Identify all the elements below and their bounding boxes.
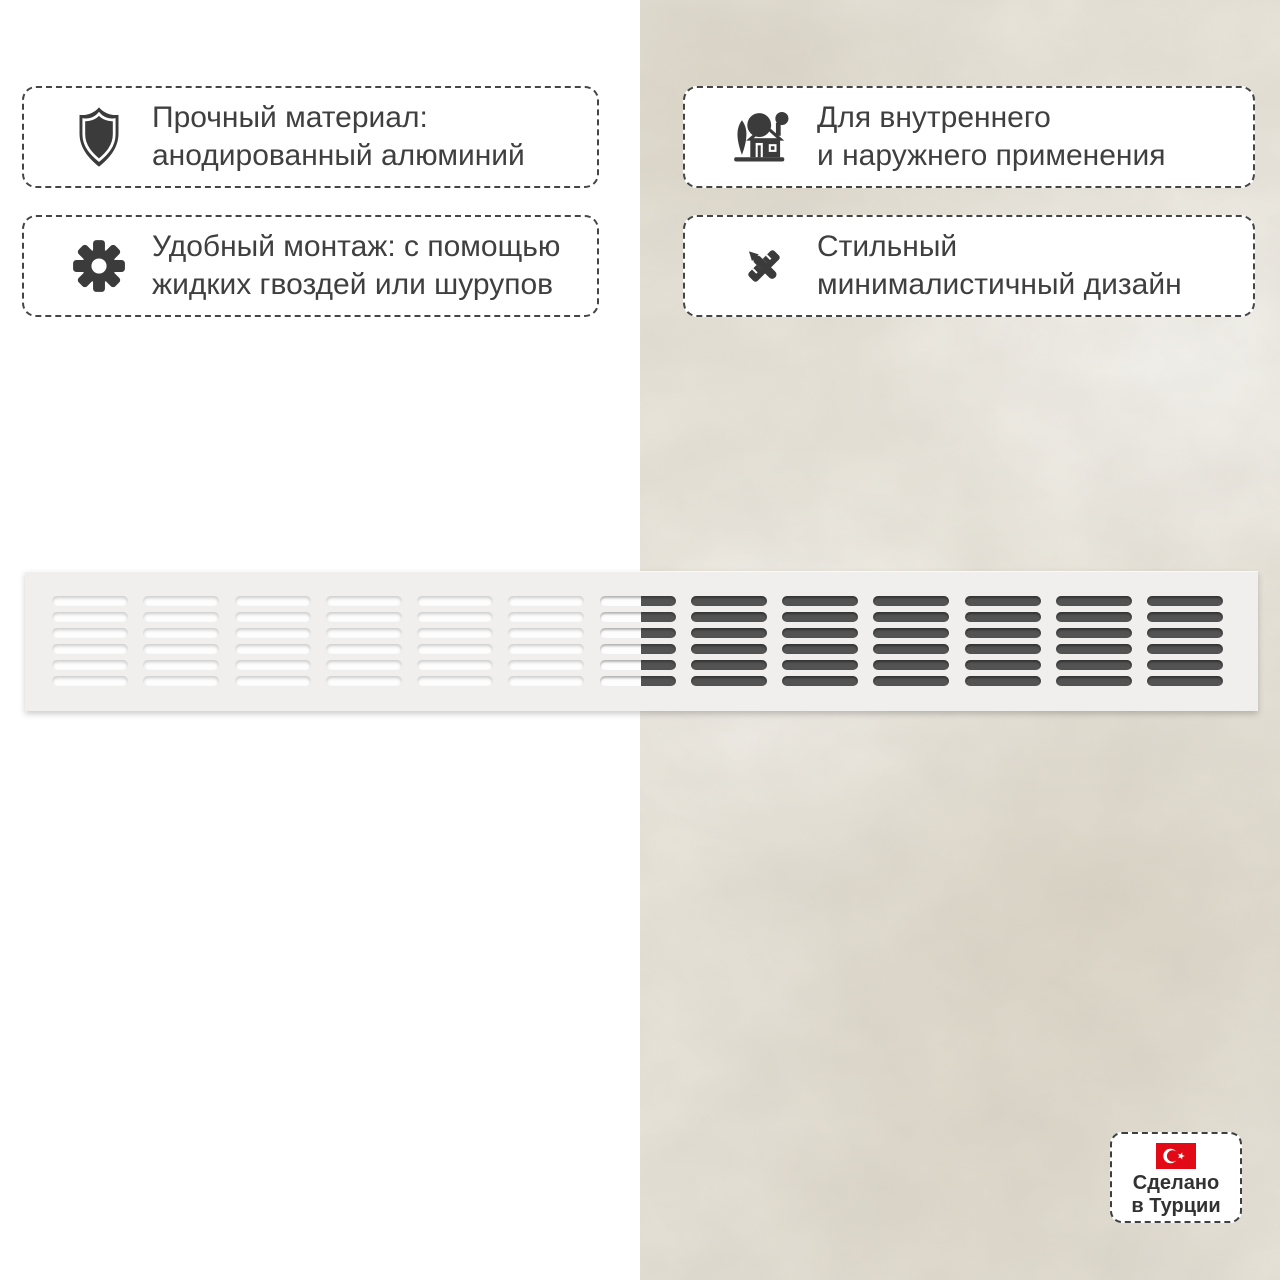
grille-slot	[235, 612, 311, 622]
grille-slot	[691, 660, 767, 670]
grille-slot	[1147, 612, 1223, 622]
grille-slot	[235, 660, 311, 670]
grille-slot	[1056, 596, 1132, 606]
grille-slot	[143, 660, 219, 670]
grille-slot	[782, 628, 858, 638]
feature-text-line: жидких гвоздей или шурупов	[152, 268, 554, 301]
grille-slot	[235, 676, 311, 686]
grille-slot	[143, 596, 219, 606]
grille-slot	[965, 612, 1041, 622]
feature-text-line: Удобный монтаж: с помощью	[152, 230, 561, 263]
pencil-ruler-icon	[733, 232, 795, 300]
grille-slot	[52, 596, 128, 606]
feature-text-line: Для внутреннего	[817, 101, 1051, 134]
grille-slot	[508, 612, 584, 622]
feature-text	[152, 99, 525, 175]
grille-slot	[873, 676, 949, 686]
grille-slot	[965, 660, 1041, 670]
grille-slot	[782, 644, 858, 654]
grille-slot	[873, 612, 949, 622]
grille-slot	[235, 628, 311, 638]
grille-slot	[417, 612, 493, 622]
grille-slot	[508, 596, 584, 606]
grille-slot	[417, 660, 493, 670]
grille-slot	[417, 596, 493, 606]
badge-text-line: в Турции	[1131, 1195, 1221, 1217]
grille-slot	[1056, 660, 1132, 670]
grille-slot	[235, 644, 311, 654]
grille-slot	[143, 612, 219, 622]
grille-slot	[143, 644, 219, 654]
grille-slot	[235, 596, 311, 606]
grille-slot	[1056, 628, 1132, 638]
grille-slot	[600, 644, 676, 654]
grille-slot	[508, 644, 584, 654]
grille-slot	[782, 596, 858, 606]
grille-slot	[1147, 628, 1223, 638]
vent-grille	[25, 571, 1258, 711]
grille-slot	[965, 596, 1041, 606]
grille-slot	[873, 644, 949, 654]
grille-slot	[782, 660, 858, 670]
shield-icon	[68, 103, 130, 171]
grille-slot	[600, 612, 676, 622]
grille-slot	[1147, 644, 1223, 654]
grille-slot	[52, 660, 128, 670]
feature-text-line: Стильный	[817, 230, 958, 263]
feature-text-line: Прочный материал:	[152, 101, 428, 134]
grille-slot	[326, 676, 402, 686]
grille-slot	[417, 644, 493, 654]
grille-slot	[691, 644, 767, 654]
grille-slot	[326, 644, 402, 654]
grille-slot	[508, 660, 584, 670]
grille-slot	[326, 596, 402, 606]
house-tree-icon	[733, 103, 795, 171]
grille-slot	[1056, 676, 1132, 686]
grille-slot	[600, 660, 676, 670]
grille-slot	[143, 676, 219, 686]
grille-slot	[508, 676, 584, 686]
grille-slot	[1147, 660, 1223, 670]
feature-text	[152, 228, 560, 304]
grille-slot	[691, 612, 767, 622]
feature-text-line: и наружнего применения	[817, 139, 1166, 172]
feature-box-usage	[683, 86, 1255, 188]
grille-slot	[52, 644, 128, 654]
feature-text	[817, 99, 1165, 175]
grille-slot	[1056, 612, 1132, 622]
grille-slot	[326, 628, 402, 638]
grille-slot	[600, 676, 676, 686]
grille-slot	[52, 676, 128, 686]
feature-text-line: анодированный алюминий	[152, 139, 525, 172]
grille-slot	[873, 660, 949, 670]
grille-slot	[1147, 676, 1223, 686]
grille-slot	[52, 628, 128, 638]
grille-slot	[1056, 644, 1132, 654]
grille-slot	[600, 596, 676, 606]
grille-slot	[965, 676, 1041, 686]
feature-box-design	[683, 215, 1255, 317]
grille-slot	[873, 628, 949, 638]
grille-slot	[508, 628, 584, 638]
feature-text-line: минималистичный дизайн	[817, 268, 1182, 301]
grille-slot	[326, 612, 402, 622]
badge-text-line: Сделано	[1132, 1172, 1220, 1194]
feature-text	[817, 228, 1182, 304]
turkey-flag-icon	[1156, 1143, 1196, 1169]
grille-slot	[417, 676, 493, 686]
feature-box-material	[22, 86, 599, 188]
grille-slot	[782, 676, 858, 686]
grille-slot	[143, 628, 219, 638]
grille-slot	[691, 596, 767, 606]
grille-slot	[965, 628, 1041, 638]
grille-slot	[52, 612, 128, 622]
grille-slot	[965, 644, 1041, 654]
feature-box-mounting	[22, 215, 599, 317]
grille-slot	[782, 612, 858, 622]
grille-slot	[326, 660, 402, 670]
badge-text	[1131, 1172, 1220, 1218]
grille-slot	[600, 628, 676, 638]
grille-slot	[691, 676, 767, 686]
grille-slot	[417, 628, 493, 638]
grille-slot	[691, 628, 767, 638]
grille-slot	[873, 596, 949, 606]
made-in-badge	[1110, 1132, 1242, 1223]
grille-slot	[1147, 596, 1223, 606]
gear-icon	[68, 232, 130, 300]
